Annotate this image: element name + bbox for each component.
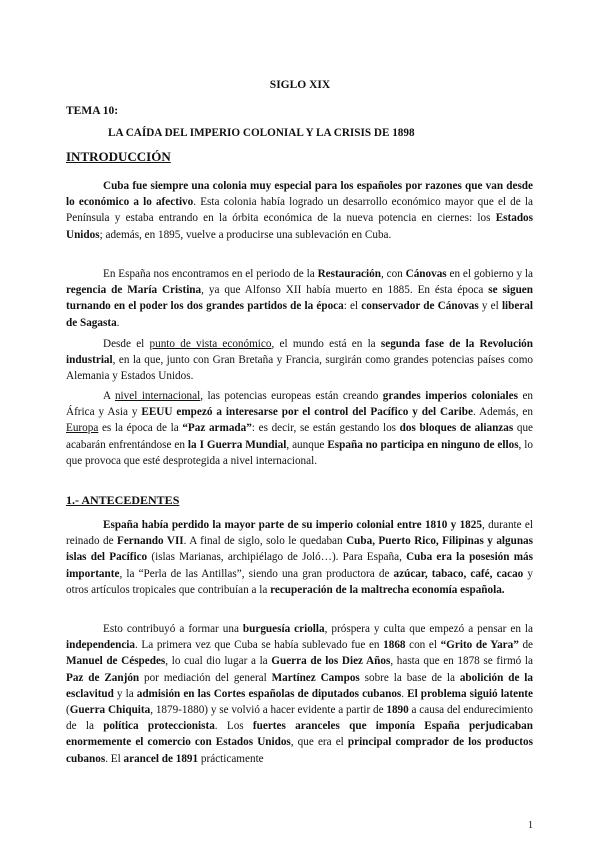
text-run: principal comprador de los productos cubanos: [66, 736, 533, 765]
text-run: Manuel de Céspedes: [66, 655, 166, 668]
text-run: . A final de siglo, solo le quedaban: [183, 535, 347, 548]
text-run: Guerra Chiquita: [69, 704, 151, 717]
text-run: A: [103, 390, 115, 402]
text-run: Paz de Zanjón: [66, 671, 140, 684]
text-run: , 1879-1880) y se volvió a hacer evidente a partir de: [150, 704, 387, 717]
text-run: con el: [405, 639, 441, 652]
text-run: , ya que Alfonso XII había muerto en 1885. En ésta época: [201, 284, 489, 297]
text-run: azúcar, tabaco, café, cacao: [393, 567, 524, 580]
text-run: , la “Perla de las Antillas”, siendo una gran productora de: [119, 567, 394, 580]
text-run: fuertes aranceles que imponía España perjudicaban enormemente el comercio con Estados Unidos: [66, 720, 533, 749]
text-run: Martínez Campos: [271, 671, 360, 684]
tema-label: TEMA 10:: [66, 105, 119, 117]
text-run: Cuba, Puerto Rico, Filipinas y algunas islas del Pacífico: [66, 535, 534, 564]
document-subtitle: LA CAÍDA DEL IMPERIO COLONIAL Y LA CRISIS DE 1898: [108, 127, 415, 139]
text-run: nivel internacional: [114, 390, 201, 402]
text-run: , próspera y culta que empezó a pensar en la: [324, 623, 534, 635]
text-run: es la época de la: [98, 422, 183, 435]
text-run: (islas Marianas, archipiélago de Joló…). Para España,: [147, 551, 407, 564]
text-run: “Paz armada”: [182, 422, 252, 435]
text-run: Cánovas: [405, 268, 447, 280]
text-run: recuperación de la maltrecha economía española.: [270, 583, 505, 596]
text-run: liberal de Sagasta: [66, 300, 534, 329]
text-run: Desde el: [103, 338, 150, 350]
text-run: : el: [343, 300, 362, 313]
paragraph-antecedentes-1: [66, 517, 533, 598]
text-run: arancel de 1891: [123, 752, 199, 765]
text-run: España había perdido la mayor parte de su imperio colonial entre 1810 y 1825: [103, 519, 482, 531]
text-run: Cuba fue siempre una colonia muy especial para los españoles por razones que van desde lo económico a lo afectivo: [66, 180, 533, 209]
text-run: 1890: [386, 704, 409, 717]
text-run: regencia de María Cristina: [66, 284, 202, 297]
text-run: abolición de la esclavitud: [66, 671, 533, 700]
text-run: EEUU empezó a interesarse por el control del Pacífico y del Caribe: [141, 406, 473, 419]
text-run: : es decir, se están gestando los: [251, 422, 400, 435]
paragraph-intro-4: [66, 388, 533, 469]
text-run: sobre la base de la: [359, 671, 460, 684]
text-run: . El: [105, 752, 124, 765]
text-run: burguesía criolla: [242, 623, 325, 635]
text-run: , lo cual dio lugar a la: [165, 655, 272, 668]
text-run: , que era el: [290, 736, 348, 749]
text-run: . Además, en: [472, 406, 533, 419]
text-run: . Esta colonia había logrado un desarrollo económico mayor que el de la Península y estaba entrando en la órbita económica de la nueva potencia en ciernes: los: [66, 196, 533, 225]
text-run: y el: [478, 300, 502, 313]
text-run: política proteccionista: [103, 720, 215, 733]
text-run: .: [401, 687, 408, 700]
text-run: y otros artículos tropicales que contribuían a la: [66, 567, 534, 596]
text-run: Esto contribuyó a formar una: [103, 623, 243, 635]
paragraph-intro-3: [66, 336, 533, 385]
text-run: ; además, en 1895, vuelve a producirse una sublevación en Cuba.: [99, 228, 392, 241]
text-run: . Los: [214, 720, 253, 733]
text-run: , aunque: [286, 438, 328, 451]
text-run: En España nos encontramos en el periodo de la: [103, 268, 318, 280]
text-run: se siguen turnando en el poder los dos grandes partidos de la época: [66, 284, 533, 313]
text-run: , lo que provoca que esté desprotegida a nivel internacional.: [66, 438, 534, 467]
heading-antecedentes: 1.- ANTECEDENTES: [66, 493, 180, 507]
text-run: Europa: [66, 422, 99, 435]
text-run: , con: [380, 268, 406, 280]
paragraph-antecedentes-2: [66, 621, 533, 767]
text-run: Estados Unidos: [66, 212, 533, 241]
text-run: , durante el reinado de: [66, 519, 533, 548]
text-run: punto de vista económico: [149, 338, 272, 350]
text-run: , el mundo está en la: [271, 338, 381, 350]
text-run: independencia: [66, 639, 136, 652]
text-run: (: [66, 704, 70, 717]
text-run: .: [116, 316, 120, 329]
text-run: que acabarán enfrentándose en: [66, 422, 534, 451]
text-run: “Grito de Yara”: [440, 639, 519, 652]
text-run: en el gobierno y la: [446, 268, 533, 280]
text-run: , en la que, junto con Gran Bretaña y Francia, surgirán como grandes potencias países como Alemania y Estados Unidos.: [66, 354, 533, 383]
text-run: El problema siguió latente: [407, 687, 534, 700]
text-run: Restauración: [317, 268, 381, 280]
text-run: Cuba era la posesión más importante: [66, 551, 533, 580]
text-run: . La primera vez que Cuba se había sublevado fue en: [135, 639, 384, 652]
text-run: admisión en las Cortes españolas de diputados cubanos: [136, 687, 402, 700]
text-run: segunda fase de la Revolución industrial: [66, 338, 533, 367]
text-run: y la: [113, 687, 137, 700]
text-run: conservador de Cánovas: [361, 300, 479, 313]
page-number: 1: [528, 820, 533, 831]
heading-introduccion: INTRODUCCIÓN: [66, 149, 171, 164]
text-run: en África y Asia y: [66, 390, 534, 419]
text-run: , hasta que en 1878 se firmó la: [390, 655, 533, 668]
text-run: a causa del endurecimiento de la: [66, 704, 533, 733]
text-run: , las potencias europeas están creando: [200, 390, 383, 402]
text-run: de: [518, 639, 534, 652]
text-run: Guerra de los Diez Años: [271, 655, 391, 668]
document-title: SIGLO XIX: [269, 79, 331, 91]
text-run: 1868: [383, 639, 406, 652]
text-run: España no participa en ninguno de ellos: [327, 438, 519, 451]
text-run: prácticamente: [198, 752, 264, 765]
text-run: la I Guerra Mundial: [187, 438, 287, 451]
paragraph-intro-2: [66, 266, 533, 331]
text-run: Fernando VII: [117, 535, 184, 548]
text-run: grandes imperios coloniales: [382, 390, 518, 402]
paragraph-intro-1: [66, 178, 533, 243]
text-run: por mediación del general: [139, 671, 272, 684]
text-run: dos bloques de alianzas: [399, 422, 514, 435]
